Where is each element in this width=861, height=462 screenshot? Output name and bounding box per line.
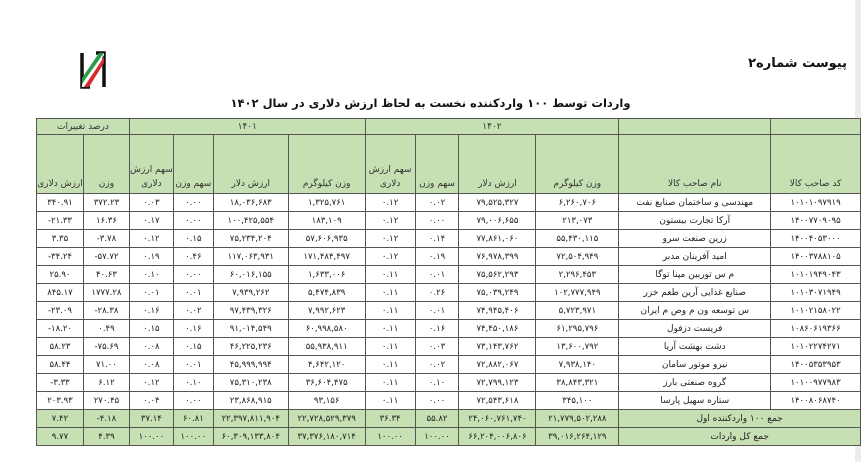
total-usd-1401: ۲۲,۳۹۷,۸۱۱,۹۰۴ [213, 410, 288, 428]
total-kg-1401: ۲۲,۷۲۸,۵۲۹,۳۷۹ [288, 410, 365, 428]
cell-vshare-1401: ۰.۱۵ [129, 320, 173, 338]
cell-usd-1401: ۷۵,۲۳۴,۲۰۴ [213, 230, 288, 248]
cell-vshare-1402: ۰.۱۲ [365, 230, 415, 248]
cell-code: ۱۴۰۰۵۳۵۳۹۵۳ [771, 356, 861, 374]
cell-v-change: ۲۵.۹۰ [37, 266, 84, 284]
cell-vshare-1401: ۰.۱۲ [129, 230, 173, 248]
cell-usd-1401: ۷,۹۳۹,۲۶۲ [213, 284, 288, 302]
cell-v-change: -۱۸.۲۰ [37, 320, 84, 338]
cell-wshare-1401: ۰.۰۰ [173, 212, 213, 230]
cell-usd-1401: ۹۱,۰۱۴,۵۴۹ [213, 320, 288, 338]
cell-w-change: ۱۷۷۷.۲۸ [83, 284, 129, 302]
total-usd-1402: ۲۴,۰۶۰,۷۶۱,۷۴۰ [459, 410, 536, 428]
cell-v-change: ۲۰۳.۹۳ [37, 392, 84, 410]
total-vshare-1401: ۳۷.۱۴ [129, 410, 173, 428]
cell-vshare-1401: ۰.۰۸ [129, 338, 173, 356]
cell-w-change: ۱۶.۳۶ [83, 212, 129, 230]
cell-vshare-1401: ۰.۰۱ [129, 284, 173, 302]
cell-vshare-1401: ۰.۰۴ [129, 392, 173, 410]
cell-usd-1401: ۲۳,۸۶۸,۹۱۵ [213, 392, 288, 410]
cell-kg-1401: ۷,۹۹۲,۶۲۳ [288, 302, 365, 320]
cell-w-change: ۰.۴۹ [83, 320, 129, 338]
cell-usd-1402: ۷۵,۰۳۹,۲۴۹ [459, 284, 536, 302]
cell-wshare-1401: ۰.۱۵ [173, 338, 213, 356]
cell-wshare-1402: ۰.۰۰ [415, 212, 459, 230]
cell-w-change: -۷۵.۶۹ [83, 338, 129, 356]
total-kg-1401: ۳۷,۳۷۶,۱۸۰,۷۱۴ [288, 428, 365, 446]
cell-usd-1402: ۷۷,۸۶۱,۰۶۰ [459, 230, 536, 248]
col-vshare-1401: سهم ارزش دلاری [129, 135, 173, 194]
col-wshare-1401: سهم وزن [173, 135, 213, 194]
total-wshare-1402: ۵۵.۸۲ [415, 410, 459, 428]
table-row [37, 266, 861, 284]
cell-usd-1402: ۷۹,۵۲۵,۳۲۷ [459, 194, 536, 212]
cell-wshare-1402: ۰.۰۲ [415, 194, 459, 212]
total-v-change: ۹.۷۷ [37, 428, 84, 446]
col-value-change: ارزش دلاری [37, 135, 84, 194]
cell-w-change: ۴۰.۶۳ [83, 266, 129, 284]
cell-kg-1402: ۷۲,۵۰۴,۹۴۹ [536, 248, 619, 266]
cell-vshare-1402: ۰.۱۱ [365, 266, 415, 284]
cell-vshare-1402: ۰.۱۲ [365, 194, 415, 212]
cell-wshare-1401: ۰.۰۰ [173, 194, 213, 212]
cell-v-change: ۳.۳۵ [37, 230, 84, 248]
table-row [37, 356, 861, 374]
col-kg-1402: وزن کیلوگرم [536, 135, 619, 194]
cell-usd-1402: ۷۲,۸۸۲,۰۶۷ [459, 356, 536, 374]
cell-w-change: -۳.۷۸ [83, 230, 129, 248]
cell-kg-1402: ۵۵,۴۳۰,۱۱۵ [536, 230, 619, 248]
customs-logo-icon [80, 50, 106, 90]
cell-name: صنایع غذایی آرین طعم خزر [619, 284, 771, 302]
cell-vshare-1401: ۰.۰۸ [129, 356, 173, 374]
cell-wshare-1402: ۰.۱۶ [415, 320, 459, 338]
cell-code: ۱۰۱۰۱۰۹۷۹۱۹ [771, 194, 861, 212]
table-row [37, 230, 861, 248]
cell-vshare-1402: ۰.۱۱ [365, 338, 415, 356]
table-row [37, 338, 861, 356]
cell-vshare-1401: ۰.۰۳ [129, 194, 173, 212]
cell-usd-1402: ۷۲,۷۹۹,۱۲۳ [459, 374, 536, 392]
cell-w-change: ۲۷۰.۴۵ [83, 392, 129, 410]
cell-usd-1401: ۷۵,۳۱۰,۲۳۸ [213, 374, 288, 392]
cell-wshare-1402: ۰.۱۰ [415, 374, 459, 392]
main-title: واردات توسط ۱۰۰ واردکننده نخست به لحاظ ارزش دلاری در سال ۱۴۰۲ [230, 96, 631, 110]
group-change: درصد تغییرات [37, 119, 130, 135]
col-usd-1401: ارزش دلار [213, 135, 288, 194]
cell-usd-1401: ۴۵,۹۹۹,۹۹۴ [213, 356, 288, 374]
cell-wshare-1402: ۰.۰۱ [415, 302, 459, 320]
total-kg-1402: ۳۹,۰۱۶,۲۶۴,۱۲۹ [536, 428, 619, 446]
total-kg-1402: ۲۱,۷۷۹,۵۰۲,۲۸۸ [536, 410, 619, 428]
cell-usd-1401: ۴۶,۲۲۵,۲۳۶ [213, 338, 288, 356]
cell-vshare-1401: ۰.۱۲ [129, 374, 173, 392]
cell-w-change: ۶.۱۲ [83, 374, 129, 392]
cell-vshare-1402: ۰.۱۱ [365, 356, 415, 374]
cell-wshare-1401: ۰.۰۰ [173, 266, 213, 284]
total-vshare-1402: ۱۰۰.۰۰ [365, 428, 415, 446]
cell-v-change: ۸۴۵.۱۷ [37, 284, 84, 302]
group-name [619, 119, 771, 135]
cell-v-change: -۳.۳۳ [37, 374, 84, 392]
col-vshare-1402: سهم ارزش دلاری [365, 135, 415, 194]
cell-code: ۱۴۰۰۳۷۸۸۱۰۵ [771, 248, 861, 266]
cell-code: ۱۴۰۰۴۰۵۳۰۰۰ [771, 230, 861, 248]
col-name: نام صاحب کالا [619, 135, 771, 194]
cell-kg-1401: ۱,۶۳۳,۰۰۶ [288, 266, 365, 284]
cell-kg-1402: ۶,۲۶۰,۷۰۶ [536, 194, 619, 212]
table-row [37, 212, 861, 230]
cell-vshare-1402: ۰.۱۱ [365, 284, 415, 302]
cell-kg-1401: ۱۷۱,۴۸۴,۴۹۷ [288, 248, 365, 266]
cell-code: ۱۰۱۰۳۰۷۱۹۴۹ [771, 284, 861, 302]
cell-vshare-1401: ۰.۱۶ [129, 302, 173, 320]
cell-wshare-1402: ۰.۱۹ [415, 248, 459, 266]
cell-wshare-1401: ۰.۰۲ [173, 302, 213, 320]
cell-v-change: -۲۳.۰۹ [37, 302, 84, 320]
cell-usd-1402: ۷۶,۹۷۸,۳۹۹ [459, 248, 536, 266]
group-code [771, 119, 861, 135]
cell-kg-1401: ۵۷,۶۰۶,۹۳۵ [288, 230, 365, 248]
cell-w-change: ۳۷۲.۲۳ [83, 194, 129, 212]
cell-name: نیرو موتور سامان [619, 356, 771, 374]
cell-wshare-1401: ۰.۰۱ [173, 356, 213, 374]
cell-wshare-1402: ۰.۰۰ [415, 392, 459, 410]
cell-name: امید آفرینان مدبر [619, 248, 771, 266]
total-vshare-1402: ۳۶.۳۴ [365, 410, 415, 428]
total-usd-1401: ۶۰,۳۰۹,۱۳۳,۸۰۴ [213, 428, 288, 446]
cell-name: مهندسی و ساختمان صنایع نفت [619, 194, 771, 212]
cell-kg-1402: ۶۱,۲۹۵,۷۹۶ [536, 320, 619, 338]
table-row [37, 392, 861, 410]
total-usd-1402: ۶۶,۲۰۴,۰۰۶,۸۰۶ [459, 428, 536, 446]
total-v-change: ۷.۴۲ [37, 410, 84, 428]
col-kg-1401: وزن کیلوگرم [288, 135, 365, 194]
col-wshare-1402: سهم وزن [415, 135, 459, 194]
cell-code: ۱۰۱۰۱۹۴۹۰۴۳ [771, 266, 861, 284]
cell-kg-1401: ۱,۳۲۵,۷۶۱ [288, 194, 365, 212]
cell-usd-1401: ۹۷,۴۳۹,۳۲۶ [213, 302, 288, 320]
cell-name: س توسعه ون م وص م ایران [619, 302, 771, 320]
cell-wshare-1402: ۰.۱۴ [415, 230, 459, 248]
total-row [37, 410, 861, 428]
cell-kg-1402: ۱۳,۶۰۰,۷۹۲ [536, 338, 619, 356]
cell-usd-1402: ۷۳,۱۴۳,۷۶۲ [459, 338, 536, 356]
cell-name: دشت بهشت آریا [619, 338, 771, 356]
total-vshare-1401: ۱۰۰.۰۰ [129, 428, 173, 446]
cell-wshare-1401: ۰.۱۵ [173, 230, 213, 248]
cell-wshare-1401: ۰.۴۶ [173, 248, 213, 266]
group-1402: ۱۴۰۲ [365, 119, 619, 135]
cell-w-change: -۵۷.۷۲ [83, 248, 129, 266]
cell-vshare-1401: ۰.۱۹ [129, 248, 173, 266]
cell-kg-1401: ۶۰,۹۹۸,۵۸۰ [288, 320, 365, 338]
cell-usd-1401: ۱۰۰,۴۲۵,۵۵۴ [213, 212, 288, 230]
cell-v-change: ۵۸.۴۴ [37, 356, 84, 374]
cell-vshare-1402: ۰.۱۲ [365, 212, 415, 230]
cell-name: گروه صنعتی بارز [619, 374, 771, 392]
table-row [37, 248, 861, 266]
cell-kg-1401: ۵,۴۷۴,۸۳۹ [288, 284, 365, 302]
cell-kg-1402: ۲۱۳,۰۷۳ [536, 212, 619, 230]
cell-usd-1402: ۷۴,۴۵۰,۱۸۶ [459, 320, 536, 338]
cell-w-change: ۷۱.۰۰ [83, 356, 129, 374]
cell-wshare-1402: ۰.۰۲ [415, 356, 459, 374]
cell-vshare-1401: ۰.۱۷ [129, 212, 173, 230]
cell-vshare-1402: ۰.۱۱ [365, 374, 415, 392]
cell-usd-1402: ۷۲,۵۴۳,۶۱۸ [459, 392, 536, 410]
cell-name: م س توربین مپنا توگا [619, 266, 771, 284]
cell-kg-1402: ۵,۷۲۳,۹۷۱ [536, 302, 619, 320]
total-w-change: ۴.۳۹ [83, 428, 129, 446]
cell-name: زرین صنعت سرو [619, 230, 771, 248]
cell-code: ۱۰۱۰۰۹۷۷۹۸۳ [771, 374, 861, 392]
cell-usd-1401: ۱۱۷,۰۶۳,۹۳۱ [213, 248, 288, 266]
cell-kg-1401: ۴,۶۴۲,۱۲۰ [288, 356, 365, 374]
cell-v-change: -۲۱.۳۳ [37, 212, 84, 230]
cell-kg-1401: ۱۸۳,۱۰۹ [288, 212, 365, 230]
cell-kg-1402: ۷,۹۳۸,۱۴۰ [536, 356, 619, 374]
col-code: کد صاحب کالا [771, 135, 861, 194]
cell-kg-1402: ۲,۲۹۶,۴۵۳ [536, 266, 619, 284]
cell-code: ۱۴۰۰۷۷۰۹۰۹۵ [771, 212, 861, 230]
cell-kg-1402: ۱۰۲,۷۷۷,۹۴۹ [536, 284, 619, 302]
total-wshare-1401: ۱۰۰.۰۰ [173, 428, 213, 446]
cell-name: آرکا تجارت بیستون [619, 212, 771, 230]
cell-vshare-1402: ۰.۱۲ [365, 248, 415, 266]
col-weight-change: وزن [83, 135, 129, 194]
cell-vshare-1402: ۰.۱۱ [365, 320, 415, 338]
group-1401: ۱۴۰۱ [129, 119, 365, 135]
cell-wshare-1402: ۰.۲۶ [415, 284, 459, 302]
cell-wshare-1401: ۰.۰۱ [173, 284, 213, 302]
table-row [37, 374, 861, 392]
cell-w-change: -۲۸.۳۸ [83, 302, 129, 320]
cell-name: ستاره سهیل پارسا [619, 392, 771, 410]
cell-name: فریست دزفول [619, 320, 771, 338]
table-row [37, 320, 861, 338]
table-row [37, 194, 861, 212]
cell-kg-1401: ۹۳,۱۵۶ [288, 392, 365, 410]
cell-vshare-1402: ۰.۱۱ [365, 392, 415, 410]
total-row [37, 428, 861, 446]
cell-code: ۱۰۸۶۰۶۱۹۳۶۶ [771, 320, 861, 338]
cell-code: ۱۴۰۰۸۰۶۸۷۴۰ [771, 392, 861, 410]
total-label: جمع کل واردات [619, 428, 861, 446]
cell-code: ۱۰۱۰۲۲۷۴۲۷۱ [771, 338, 861, 356]
total-wshare-1401: ۶۰.۸۱ [173, 410, 213, 428]
imports-table [36, 118, 861, 446]
total-label: جمع ۱۰۰ واردکننده اول [619, 410, 861, 428]
cell-usd-1401: ۱۸,۰۳۶,۶۸۳ [213, 194, 288, 212]
cell-vshare-1401: ۰.۱۰ [129, 266, 173, 284]
cell-code: ۱۰۱۰۲۱۵۸۰۲۲ [771, 302, 861, 320]
cell-vshare-1402: ۰.۱۱ [365, 302, 415, 320]
table-row [37, 284, 861, 302]
cell-usd-1402: ۷۴,۹۴۵,۴۰۶ [459, 302, 536, 320]
cell-kg-1402: ۳۴۵,۱۰۰ [536, 392, 619, 410]
cell-v-change: ۳۴۰.۹۱ [37, 194, 84, 212]
col-usd-1402: ارزش دلار [459, 135, 536, 194]
total-wshare-1402: ۱۰۰.۰۰ [415, 428, 459, 446]
cell-usd-1402: ۷۹,۰۰۶,۶۵۵ [459, 212, 536, 230]
cell-wshare-1402: ۰.۰۳ [415, 338, 459, 356]
cell-wshare-1401: ۰.۰۰ [173, 392, 213, 410]
table-row [37, 302, 861, 320]
cell-kg-1401: ۵۵,۹۳۸,۹۱۱ [288, 338, 365, 356]
total-w-change: -۴.۱۸ [83, 410, 129, 428]
cell-v-change: ۵۸.۲۳ [37, 338, 84, 356]
cell-wshare-1401: ۰.۱۰ [173, 374, 213, 392]
cell-wshare-1401: ۰.۱۶ [173, 320, 213, 338]
cell-v-change: -۳۴.۲۴ [37, 248, 84, 266]
cell-wshare-1402: ۰.۰۱ [415, 266, 459, 284]
cell-kg-1402: ۳۸,۸۴۳,۳۲۱ [536, 374, 619, 392]
annex-title: پیوست شماره۲ [748, 56, 847, 71]
cell-kg-1401: ۳۶,۶۰۴,۴۷۵ [288, 374, 365, 392]
cell-usd-1401: ۶۰,۰۱۶,۱۵۵ [213, 266, 288, 284]
cell-usd-1402: ۷۵,۵۶۲,۲۹۳ [459, 266, 536, 284]
